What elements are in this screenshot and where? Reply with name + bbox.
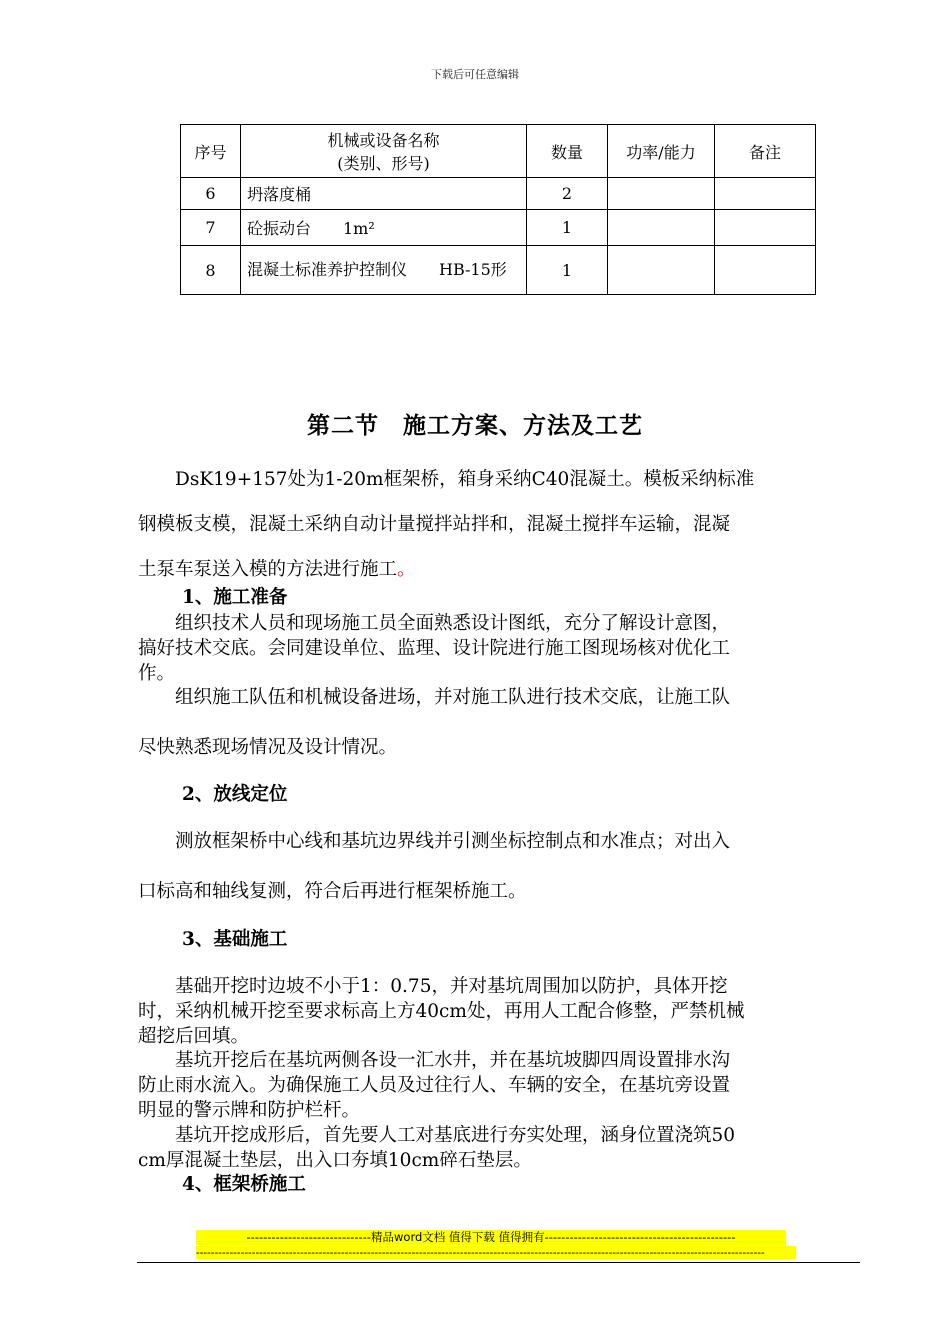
layout-line-2: 口标高和轴线复测，符合后再进行框架桥施工。 [138, 881, 527, 902]
cell-name: 坍落度桶 [241, 178, 527, 210]
cell-index: 6 [181, 178, 241, 210]
footer-rule [137, 1262, 860, 1263]
cell-remark [715, 210, 816, 246]
foundation-p3-line-1: 基坑开挖成形后，首先要人工对基底进行夯实处理，涵身位置浇筑50 [138, 1125, 736, 1146]
foundation-p3-line-2: cm厚混凝土垫层，出入口夯填10cm碎石垫层。 [138, 1150, 532, 1171]
header-power: 功率/能力 [608, 125, 715, 178]
equipment-table [180, 124, 816, 295]
intro-line-3-period: 。 [397, 559, 416, 580]
prep-p2-line-2: 尽快熟悉现场情况及设计情况。 [138, 737, 398, 758]
layout-line-1: 测放框架桥中心线和基坑边界线并引测坐标控制点和水准点；对出入 [138, 831, 731, 852]
foundation-p1-line-2: 时，采纳机械开挖至要求标高上方40cm处，再用人工配合修整，严禁机械 [138, 1001, 745, 1022]
table-header-row [181, 125, 816, 178]
footer-banner: ------------------------------精品word文档 值得下载 值得拥有---------------------------------------------- [196, 1230, 786, 1245]
cell-name: 混凝土标准养护控制仪 HB-15形 [241, 246, 527, 295]
prep-p1-line-1: 组织技术人员和现场施工员全面熟悉设计图纸，充分了解设计意图， [138, 613, 731, 634]
foundation-p2-line-3: 明显的警示牌和防护栏杆。 [138, 1100, 361, 1121]
cell-quantity: 1 [527, 246, 608, 295]
cell-remark [715, 246, 816, 295]
cell-remark [715, 178, 816, 210]
intro-line-1: DsK19+157处为1-20m框架桥，箱身采纳C40混凝土。模板采纳标准 [138, 469, 755, 490]
prep-p2-line-1: 组织施工队伍和机械设备进场，并对施工队进行技术交底，让施工队 [138, 687, 731, 708]
header-name [241, 125, 527, 178]
prep-p1-line-2: 搞好技术交底。会同建设单位、监理、设计院进行施工图现场核对优化工 [138, 638, 731, 659]
intro-line-3 [138, 555, 860, 581]
footer-dashes: --------------------------------------------------------------------------------------------------------------------------------------------------------- [196, 1246, 796, 1259]
foundation-p1-line-1: 基础开挖时边坡不小于1：0.75，并对基坑周围加以防护，具体开挖 [138, 976, 728, 997]
cell-power [608, 210, 715, 246]
foundation-p1-line-3: 超挖后回填。 [138, 1026, 250, 1047]
header-index: 序号 [181, 125, 241, 178]
foundation-p2-line-2: 防止雨水流入。为确保施工人员及过往行人、车辆的安全，在基坑旁设置 [138, 1075, 731, 1096]
header-name-line1: 机械或设备名称 [327, 131, 440, 150]
header-remark: 备注 [715, 125, 816, 178]
table-row [181, 246, 816, 295]
cell-name: 砼振动台 1m² [241, 210, 527, 246]
cell-quantity: 2 [527, 178, 608, 210]
prep-p1-line-3: 作。 [138, 663, 176, 684]
page-header-note: 下载后可任意编辑 [431, 68, 519, 81]
cell-index: 8 [181, 246, 241, 295]
header-quantity: 数量 [527, 125, 608, 178]
cell-power [608, 178, 715, 210]
cell-index: 7 [181, 210, 241, 246]
heading-bridge: 4、框架桥施工 [182, 1174, 306, 1195]
cell-power [608, 246, 715, 295]
foundation-p2-line-1: 基坑开挖后在基坑两侧各设一汇水井，并在基坑坡脚四周设置排水沟 [138, 1050, 731, 1071]
section-title: 第二节 施工方案、方法及工艺 [307, 412, 643, 439]
header-name-line2: (类别、形号) [337, 154, 430, 173]
table-row [181, 178, 816, 210]
cell-quantity: 1 [527, 210, 608, 246]
heading-preparation: 1、施工准备 [182, 587, 288, 608]
heading-layout: 2、放线定位 [182, 784, 288, 805]
table-row [181, 210, 816, 246]
intro-line-3-text: 土泵车泵送入模的方法进行施工 [138, 559, 398, 580]
intro-line-2: 钢模板支模，混凝土采纳自动计量搅拌站拌和，混凝土搅拌车运输，混凝 [138, 514, 731, 535]
heading-foundation: 3、基础施工 [182, 929, 288, 950]
